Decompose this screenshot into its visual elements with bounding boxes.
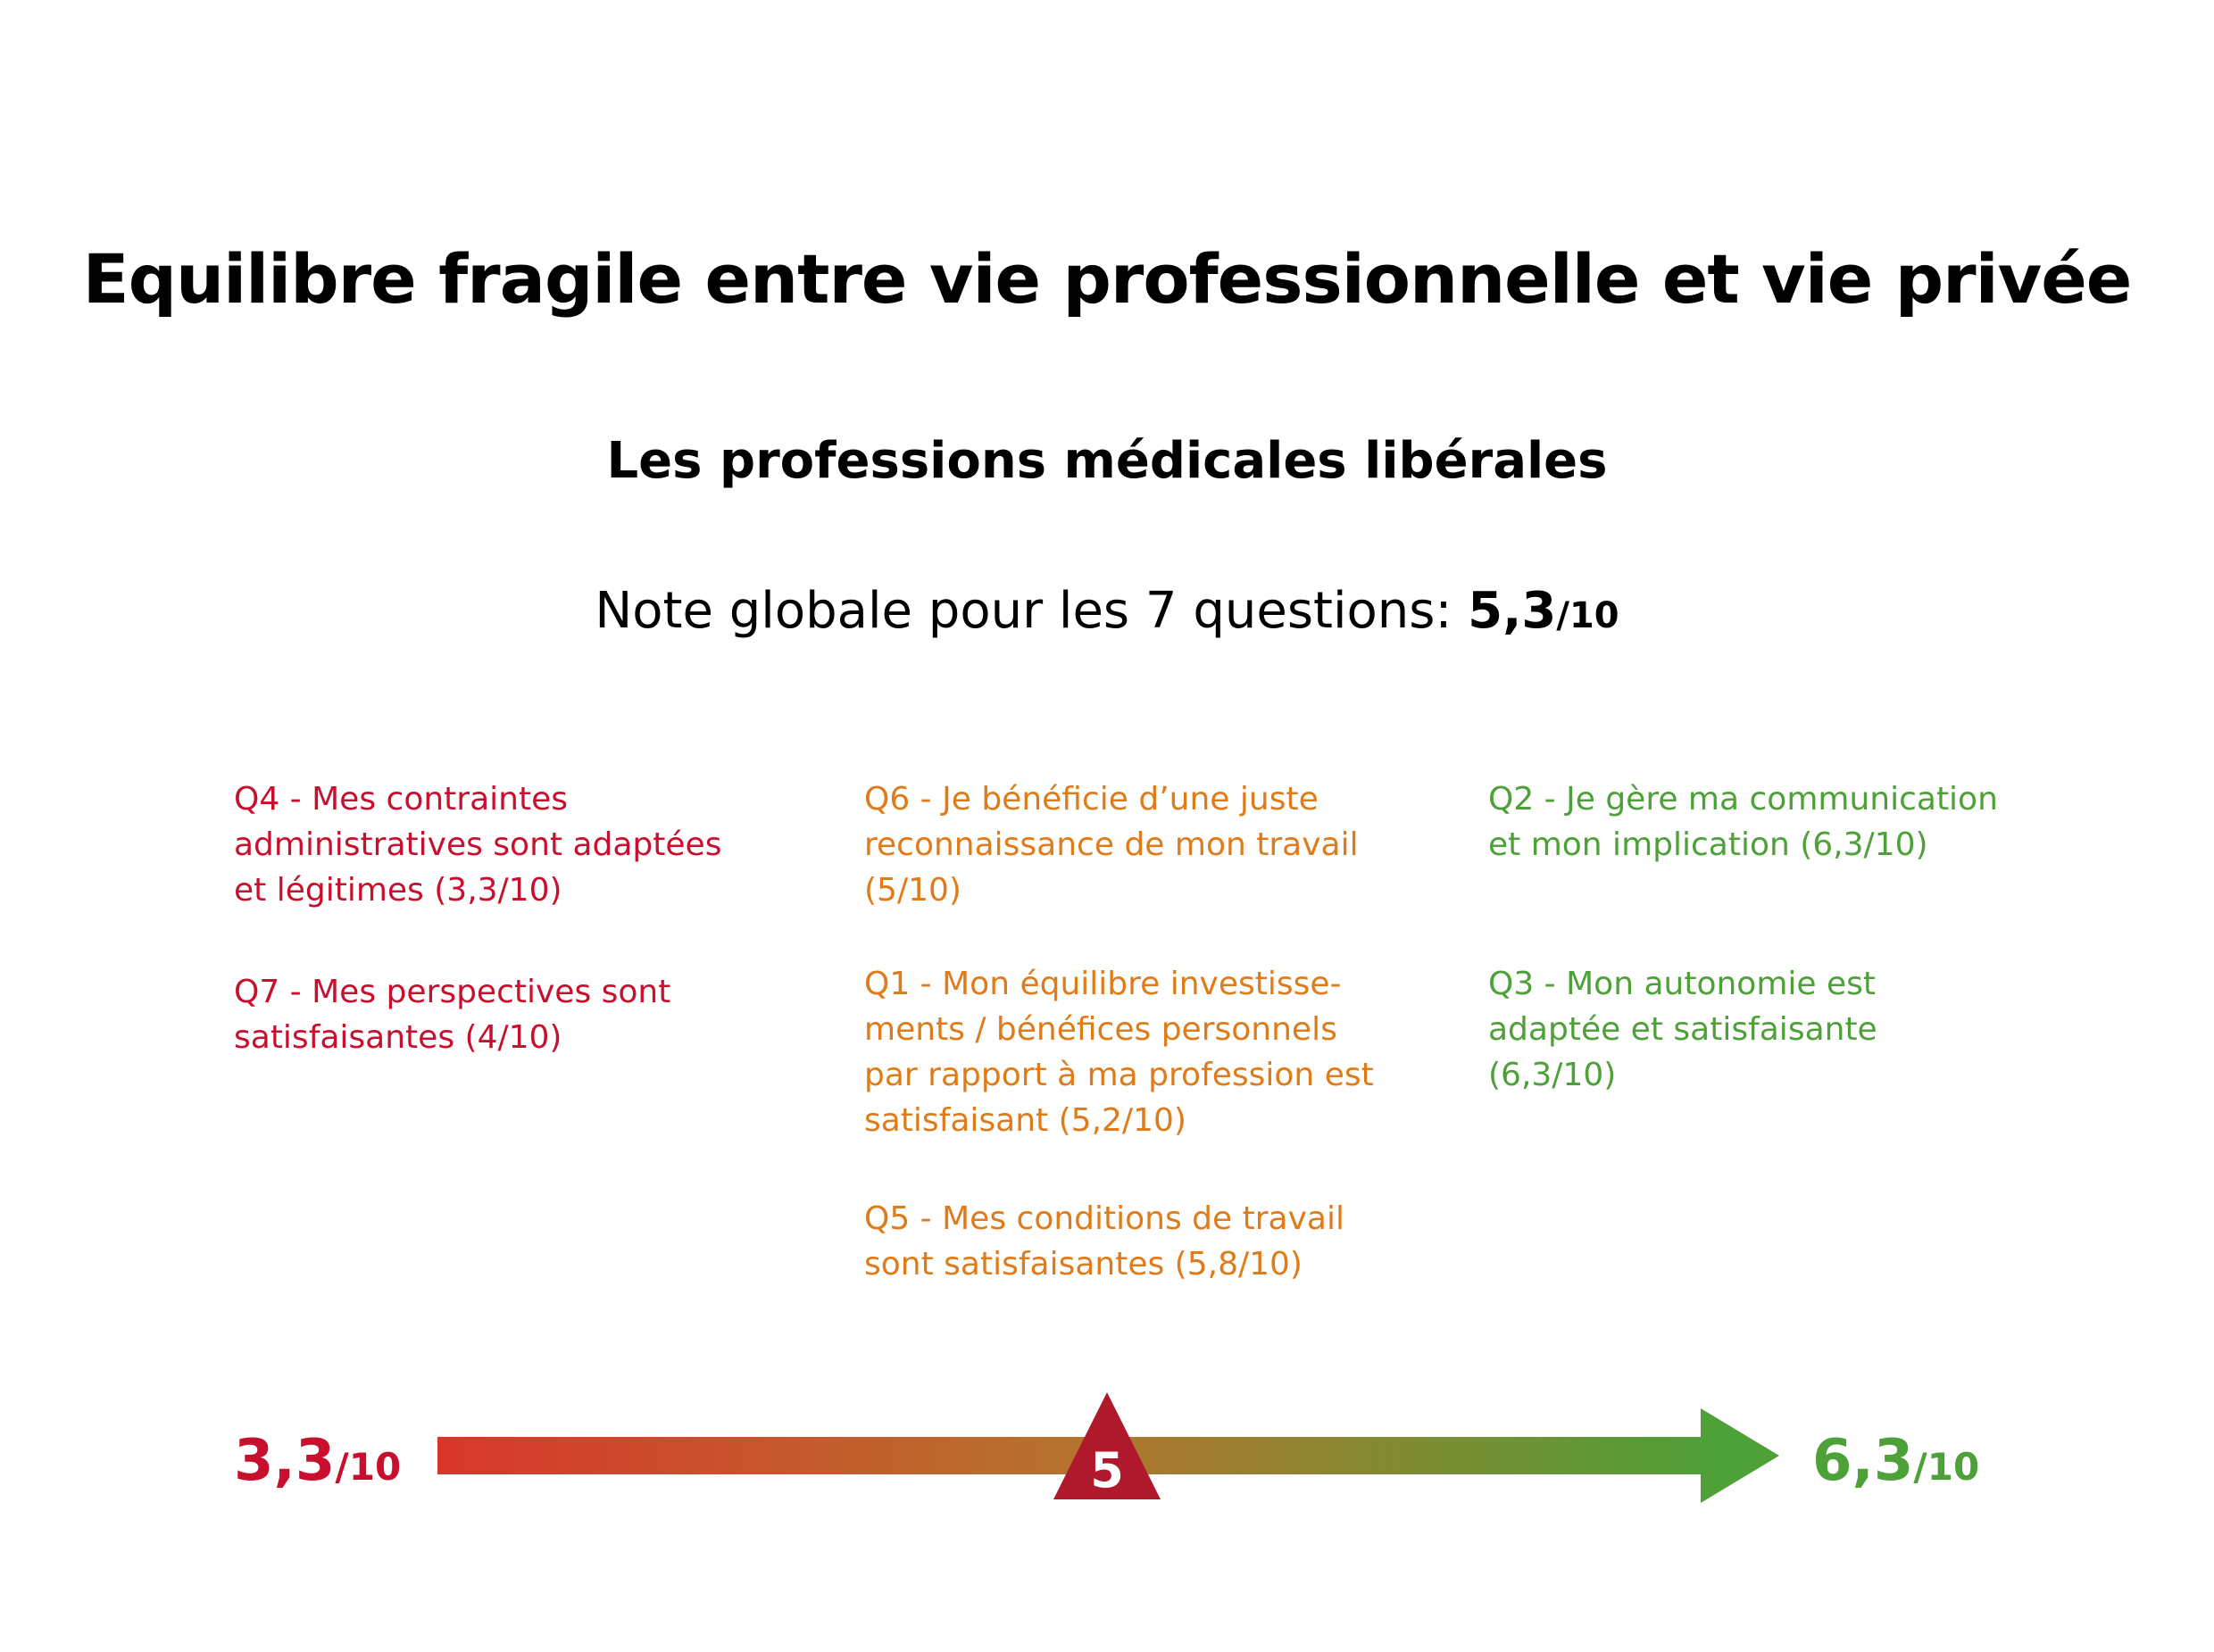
global-score-value: 5,3 xyxy=(1468,582,1557,640)
scale-max-value: 6,3 xyxy=(1812,1428,1914,1494)
question-line: (5/10) xyxy=(864,872,961,909)
question-line: sont satisfaisantes (5,8/10) xyxy=(864,1246,1303,1283)
scale-min-denominator: /10 xyxy=(335,1445,402,1489)
question-line: Q3 - Mon autonomie est xyxy=(1488,966,1877,1002)
page-subtitle: Les professions médicales libérales xyxy=(606,432,1608,490)
question-line: et mon implication (6,3/10) xyxy=(1488,826,1928,863)
question-line: satisfaisantes (4/10) xyxy=(234,1019,562,1056)
question-line: administratives sont adaptées xyxy=(234,826,722,863)
scale-max-denominator: /10 xyxy=(1913,1445,1980,1489)
question-line: et légitimes (3,3/10) xyxy=(234,872,562,909)
question-line: Q2 - Je gère ma communication xyxy=(1488,781,1998,818)
scale-min-value: 3,3 xyxy=(234,1428,336,1494)
question-line: Q1 - Mon équilibre investisse- xyxy=(864,966,1342,1002)
question-line: par rapport à ma profession est xyxy=(864,1057,1374,1093)
question-line: Q5 - Mes conditions de travail xyxy=(864,1200,1344,1237)
question-line: ments / bénéfices personnels xyxy=(864,1011,1337,1048)
question-line: satisfaisant (5,2/10) xyxy=(864,1102,1186,1139)
question-line: adaptée et satisfaisante xyxy=(1488,1011,1877,1048)
global-score-denominator: /10 xyxy=(1556,595,1619,636)
question-line: Q4 - Mes contraintes xyxy=(234,781,568,818)
question-line: (6,3/10) xyxy=(1488,1057,1617,1093)
scale-arrow-head xyxy=(1701,1408,1779,1503)
scale-midpoint-label: 5 xyxy=(1090,1442,1124,1498)
page-title: Equilibre fragile entre vie professionnelle et vie privée xyxy=(82,239,2132,319)
question-line: reconnaissance de mon travail xyxy=(864,826,1359,863)
question-line: Q6 - Je bénéficie d’une juste xyxy=(864,781,1319,818)
question-line: Q7 - Mes perspectives sont xyxy=(234,974,671,1010)
global-score-label: Note globale pour les 7 questions: xyxy=(595,582,1469,640)
